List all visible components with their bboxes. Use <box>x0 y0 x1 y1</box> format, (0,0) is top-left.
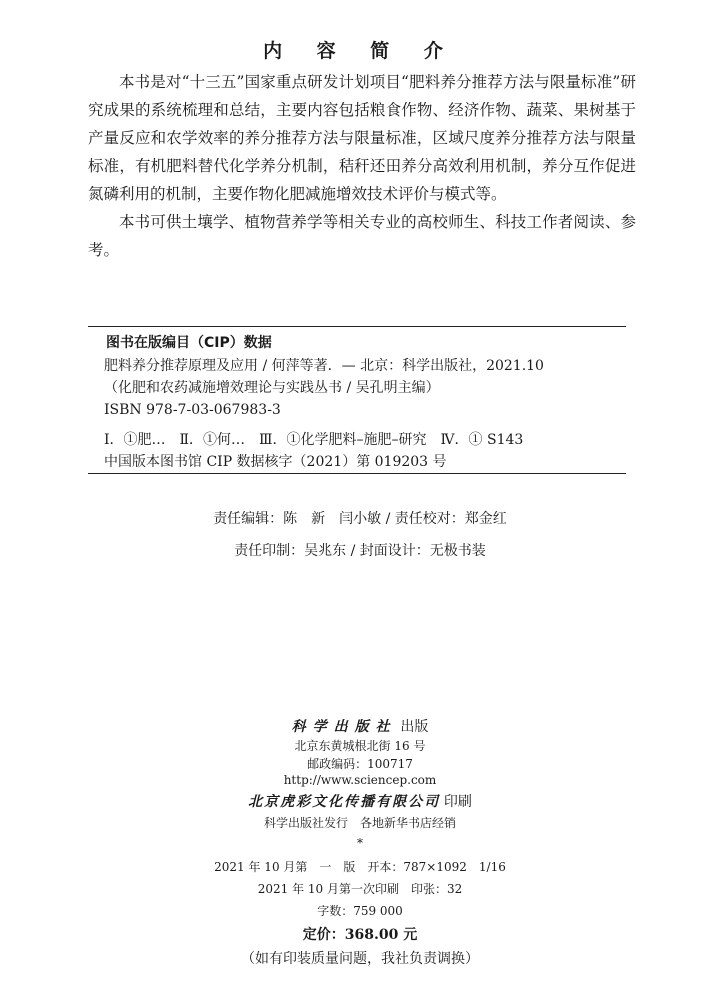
printing-line: 2021 年 10 月第一次印刷 印张：32 <box>257 882 463 896</box>
summary-paragraph-1: 本书是对“十三五”国家重点研发计划项目“肥料养分推荐方法与限量标准”研究成果的系统梳理和总结，主要内容包括粮食作物、经济作物、蔬菜、果树基于产量反应和农学效率的养分推荐方法与限量标准，区域尺度养分推荐方法与限量标准，有机肥料替代化学养分机制，秸秆还田养分高效利用机制，养分互作促进氮磷利用的机制，主要作物化肥减施增效技术评价与模式等。 <box>88 73 636 203</box>
printer-suffix: 印刷 <box>443 794 472 810</box>
staff-line-2: 责任印制：吴兆东 / 封面设计：无极书装 <box>234 543 486 559</box>
printer-line <box>0 791 720 811</box>
postcode: 邮政编码：100717 <box>307 757 413 771</box>
cip-record-line: 中国版本图书馆 CIP 数据核字（2021）第 019203 号 <box>104 454 447 470</box>
separator-asterisk: * <box>357 836 363 850</box>
summary-paragraph-2: 本书可供土壤学、植物营养学等相关专业的高校师生、科技工作者阅读、参考。 <box>88 213 636 259</box>
printer-name: 北京虎彩文化传播有限公司 <box>248 794 441 810</box>
summary-body <box>88 68 636 264</box>
edition-line: 2021 年 10 月第 一 版 开本：787×1092 1/16 <box>214 860 506 874</box>
publisher-line <box>0 716 720 736</box>
distribution-line: 科学出版社发行 各地新华书店经销 <box>263 816 456 830</box>
cip-data-block <box>88 326 626 474</box>
publisher-suffix: 出版 <box>400 719 429 735</box>
cip-isbn-line: ISBN 978-7-03-067983-3 <box>104 402 281 418</box>
word-count: 字数：759 000 <box>317 904 403 918</box>
price: 定价：368.00 元 <box>302 927 418 943</box>
cip-title-line: 肥料养分推荐原理及应用 / 何萍等著．— 北京：科学出版社，2021.10 <box>104 358 544 374</box>
summary-title: 内 容 简 介 <box>263 40 457 62</box>
staff-line-1: 责任编辑：陈 新 闫小敏 / 责任校对：郑金红 <box>213 511 507 527</box>
cip-heading: 图书在版编目（CIP）数据 <box>106 335 272 351</box>
publisher-address: 北京东黄城根北街 16 号 <box>294 739 426 753</box>
cip-series-line: （化肥和农药减施增效理论与实践丛书 / 吴孔明主编） <box>104 380 440 396</box>
publisher-name: 科学出版社 <box>291 719 397 735</box>
cip-subject-line: Ⅰ．①肥… Ⅱ．①何… Ⅲ．①化学肥料–施肥–研究 Ⅳ．① S143 <box>104 432 524 448</box>
quality-note: （如有印装质量问题，我社负责调换） <box>241 951 479 967</box>
website: http://www.sciencep.com <box>283 773 437 787</box>
